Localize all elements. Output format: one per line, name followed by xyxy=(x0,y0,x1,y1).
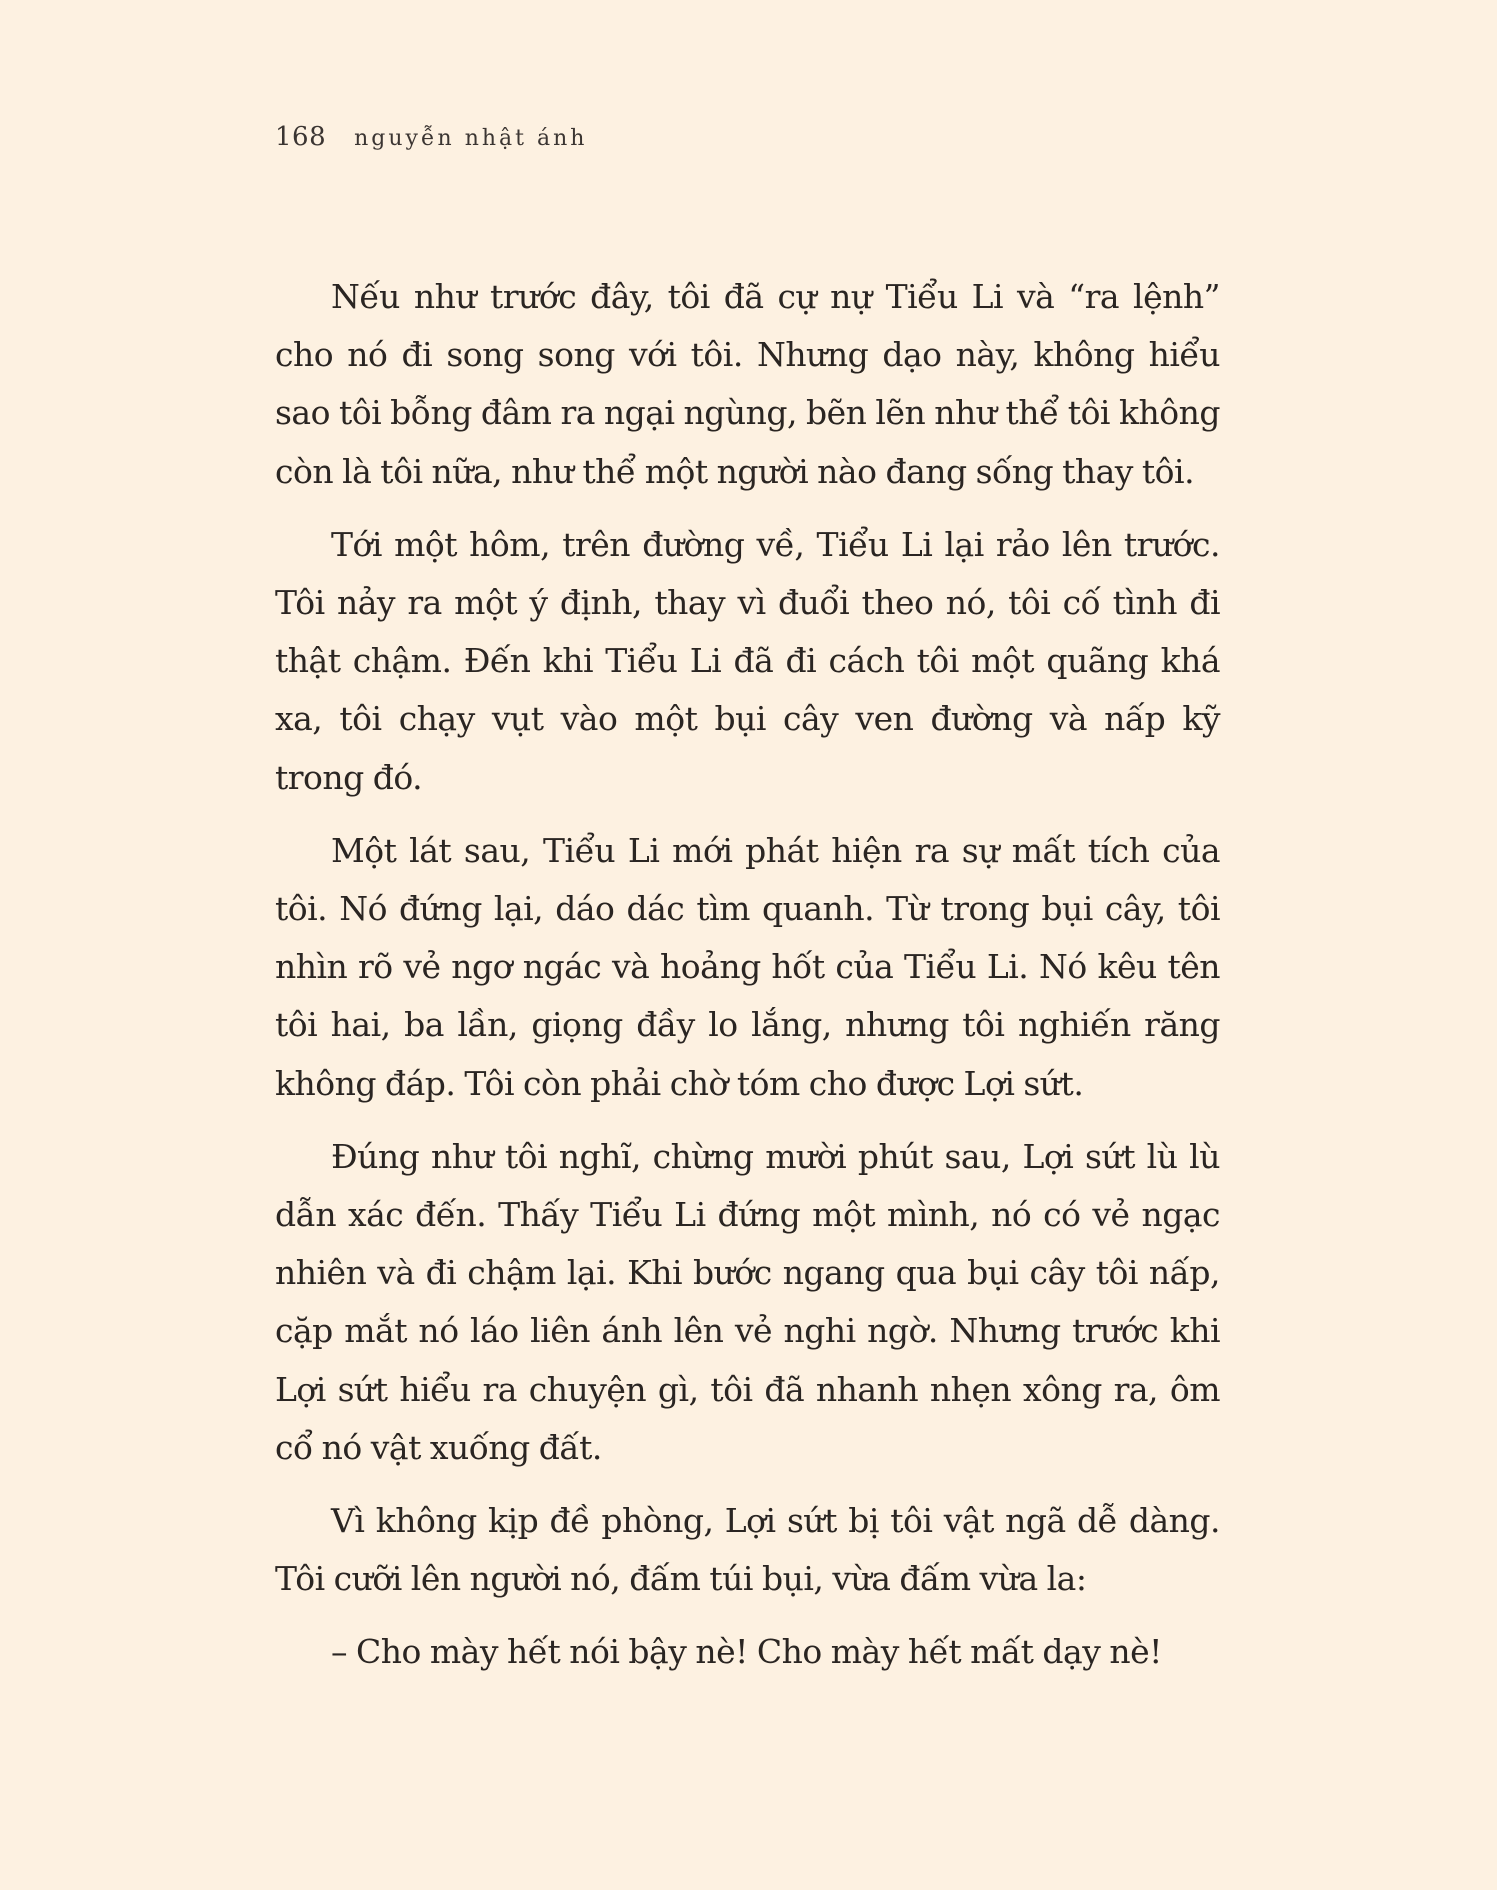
body-text xyxy=(275,268,1220,1697)
author-name: nguyễn nhật ánh xyxy=(354,126,588,151)
paragraph-1: Nếu như trước đây, tôi đã cự nự Tiểu Li và “ra lệnh” cho nó đi song song với tôi. Nhưng dạo này, không hiểu sao tôi bỗng đâm ra ngại ngùng, bẽn lẽn như thể tôi không còn là tôi nữa, như thể một người nào đang sống thay tôi. xyxy=(275,277,1220,491)
paragraph-4: Đúng như tôi nghĩ, chừng mười phút sau, Lợi sứt lù lù dẫn xác đến. Thấy Tiểu Li đứng một mình, nó có vẻ ngạc nhiên và đi chậm lại. Khi bước ngang qua bụi cây tôi nấp, cặp mắt nó láo liên ánh lên vẻ nghi ngờ. Nhưng trước khi Lợi sứt hiểu ra chuyện gì, tôi đã nhanh nhẹn xông ra, ôm cổ nó vật xuống đất. xyxy=(275,1136,1220,1467)
paragraph-3: Một lát sau, Tiểu Li mới phát hiện ra sự mất tích của tôi. Nó đứng lại, dáo dác tìm quanh. Từ trong bụi cây, tôi nhìn rõ vẻ ngơ ngác và hoảng hốt của Tiểu Li. Nó kêu tên tôi hai, ba lần, giọng đầy lo lắng, nhưng tôi nghiến răng không đáp. Tôi còn phải chờ tóm cho được Lợi sứt. xyxy=(275,830,1220,1103)
paragraph-2: Tới một hôm, trên đường về, Tiểu Li lại rảo lên trước. Tôi nảy ra một ý định, thay vì đuổi theo nó, tôi cố tình đi thật chậm. Đến khi Tiểu Li đã đi cách tôi một quãng khá xa, tôi chạy vụt vào một bụi cây ven đường và nấp kỹ trong đó. xyxy=(275,524,1220,797)
running-header xyxy=(275,122,587,152)
dialogue-line: – Cho mày hết nói bậy nè! Cho mày hết mất dạy nè! xyxy=(331,1632,1162,1672)
paragraph-5: Vì không kịp đề phòng, Lợi sứt bị tôi vật ngã dễ dàng. Tôi cưỡi lên người nó, đấm túi bụi, vừa đấm vừa la: xyxy=(275,1501,1220,1599)
page-number: 168 xyxy=(275,122,327,152)
